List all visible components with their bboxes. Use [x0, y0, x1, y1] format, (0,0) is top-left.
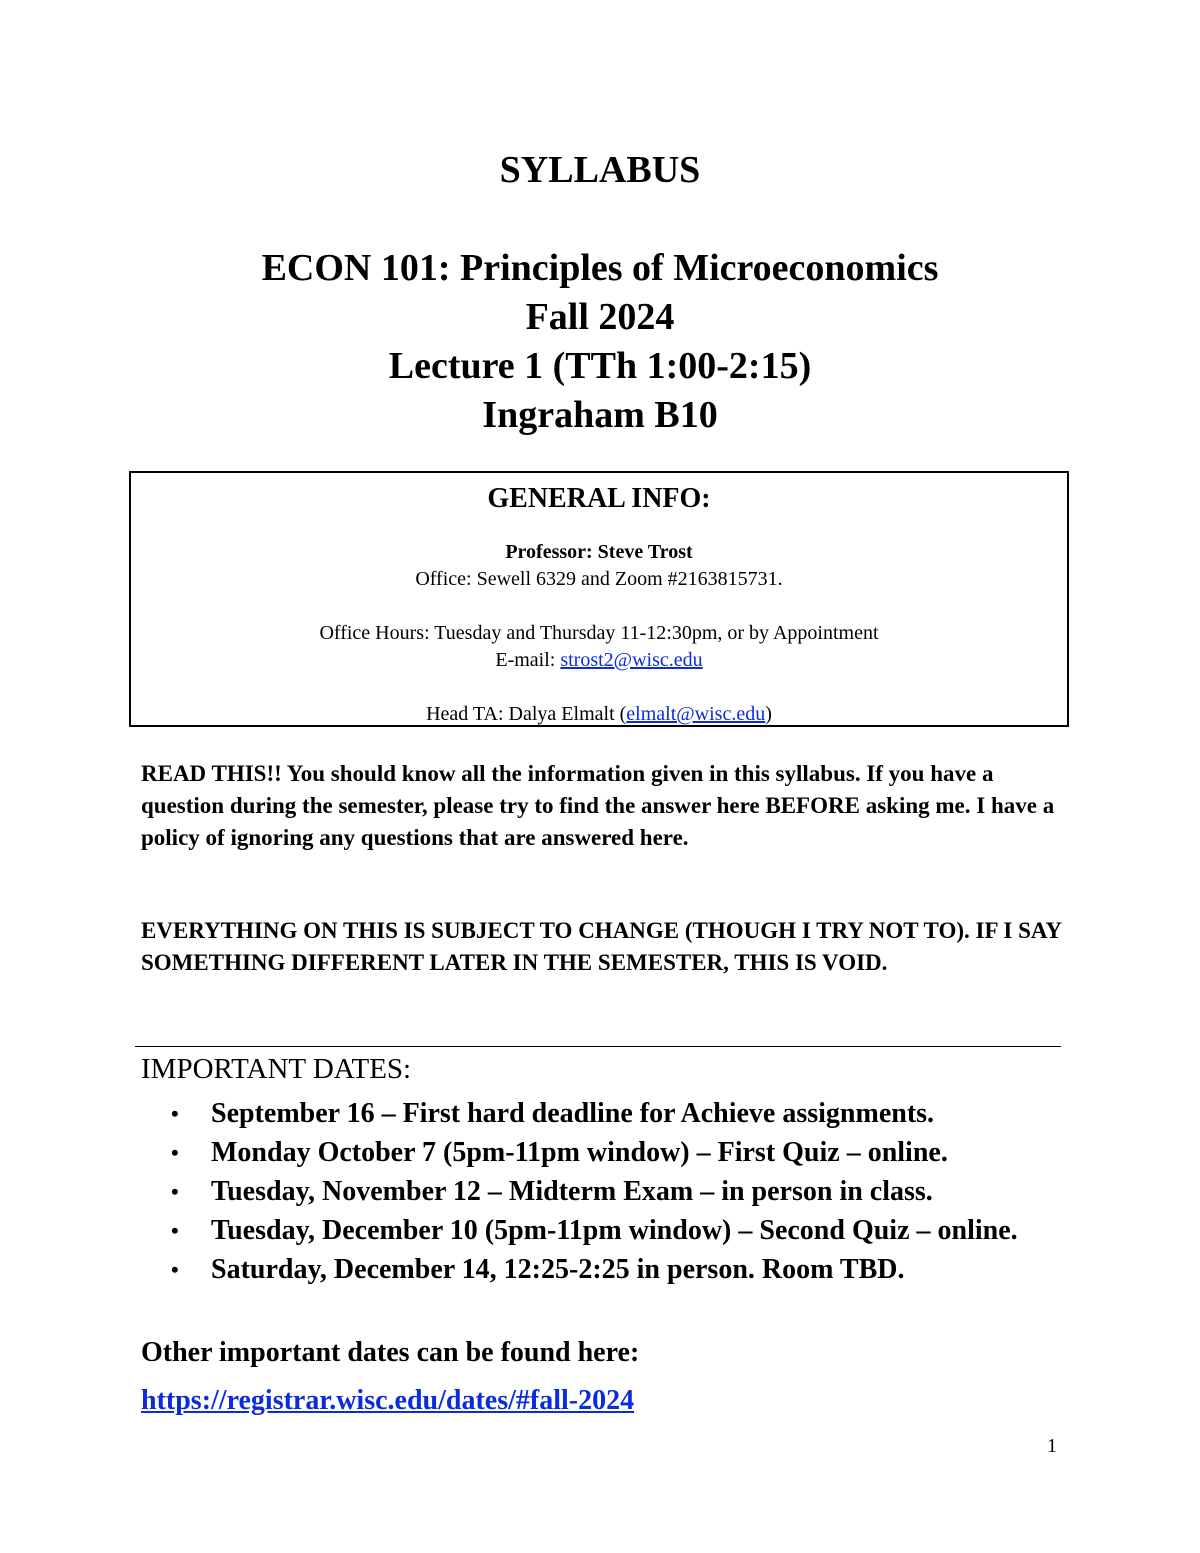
list-item [141, 1213, 1061, 1249]
document-title: SYLLABUS [499, 149, 701, 191]
email-line [131, 647, 1067, 673]
read-this-notice [141, 758, 1071, 854]
head-ta-close: ) [765, 703, 772, 725]
bullet-icon: • [171, 1257, 179, 1282]
head-ta-label: Head TA: Dalya Elmalt ( [426, 703, 627, 725]
date-item-text: Saturday, December 14, 12:25-2:25 in person. Room TBD. [211, 1254, 905, 1285]
lecture-room: Ingraham B10 [482, 394, 718, 436]
registrar-link-line [141, 1382, 634, 1420]
lecture-time: Lecture 1 (TTh 1:00-2:15) [388, 345, 812, 387]
professor-name: Professor: Steve Trost [505, 541, 693, 563]
subject-to-change-notice [141, 915, 1071, 979]
general-info-box [129, 471, 1069, 727]
date-item-text: Tuesday, November 12 – Midterm Exam – in person in class. [211, 1176, 933, 1207]
section-divider [135, 1046, 1061, 1047]
course-name: ECON 101: Principles of Microeconomics [261, 247, 939, 289]
head-ta-line [131, 701, 1067, 727]
read-this-text: READ THIS!! You should know all the information given in this syllabus. If you have a question during the semester, please try to find the answer here BEFORE asking me. I have a policy of ignoring any questions that are answered here. [141, 761, 1055, 850]
course-header [0, 244, 1200, 440]
subject-to-change-text: EVERYTHING ON THIS IS SUBJECT TO CHANGE (THOUGH I TRY NOT TO). IF I SAY SOMETHING DIFFERENT LATER IN THE SEMESTER, THIS IS VOID. [141, 918, 1062, 975]
page-number: 1 [1047, 1435, 1057, 1457]
head-ta-email-link[interactable]: elmalt@wisc.edu [626, 703, 766, 725]
course-term: Fall 2024 [525, 296, 675, 338]
email-label: E-mail: [495, 649, 561, 671]
list-item [141, 1252, 1061, 1288]
list-item [141, 1135, 1061, 1171]
bullet-icon: • [171, 1218, 179, 1243]
office-hours: Office Hours: Tuesday and Thursday 11-12:30pm, or by Appointment [319, 622, 879, 644]
date-item-text: September 16 – First hard deadline for Achieve assignments. [211, 1098, 935, 1129]
bullet-icon: • [171, 1140, 179, 1165]
general-info-heading: GENERAL INFO: [487, 483, 711, 514]
important-dates-heading: IMPORTANT DATES: [141, 1053, 412, 1085]
registrar-dates-link[interactable]: https://registrar.wisc.edu/dates/#fall-2024 [141, 1385, 635, 1416]
bullet-icon: • [171, 1101, 179, 1126]
date-item-text: Tuesday, December 10 (5pm-11pm window) – Second Quiz – online. [211, 1215, 1018, 1246]
bullet-icon: • [171, 1179, 179, 1204]
office-location: Office: Sewell 6329 and Zoom #2163815731. [415, 568, 783, 590]
professor-email-link[interactable]: strost2@wisc.edu [560, 649, 703, 671]
important-dates-list [141, 1096, 1061, 1291]
other-dates-text: Other important dates can be found here: [141, 1337, 640, 1368]
date-item-text: Monday October 7 (5pm-11pm window) – First Quiz – online. [211, 1137, 948, 1168]
list-item [141, 1174, 1061, 1210]
list-item [141, 1096, 1061, 1132]
